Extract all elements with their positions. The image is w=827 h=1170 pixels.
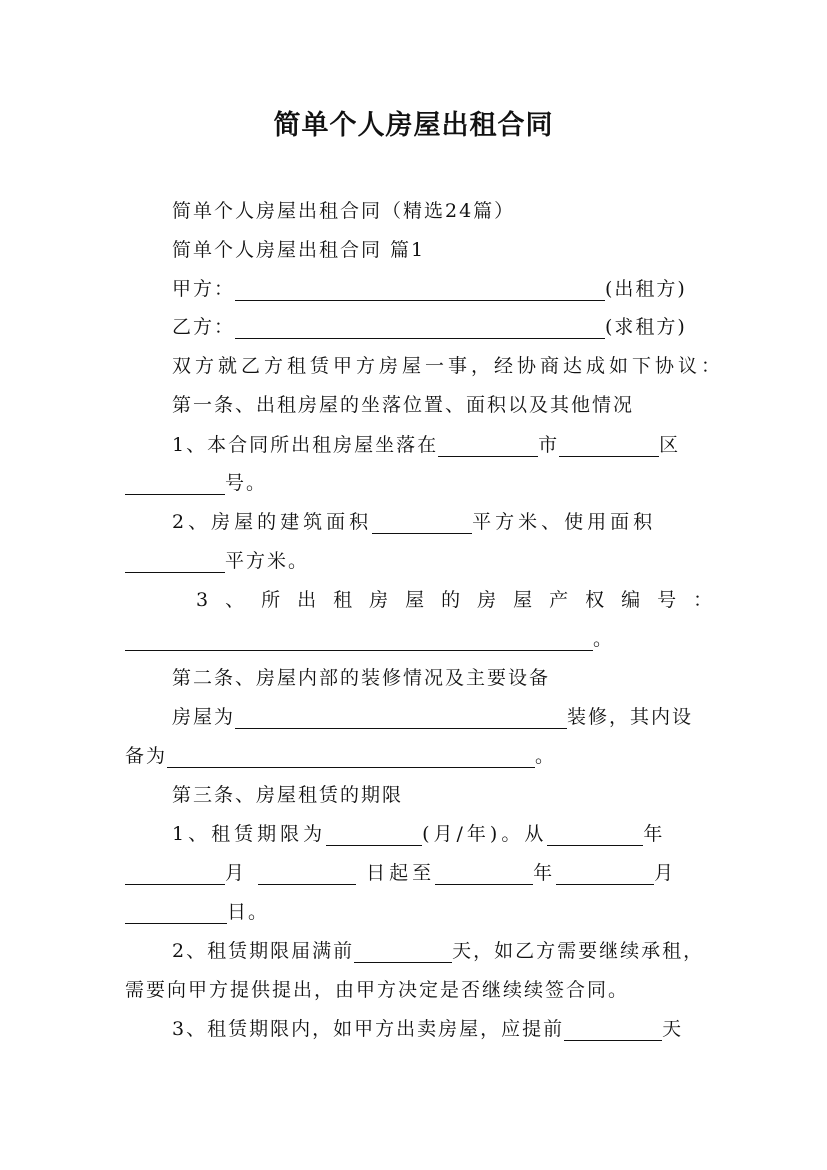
article-1-heading: 第一条、出租房屋的坐落位置、面积以及其他情况: [172, 394, 635, 416]
blank-field: [258, 864, 356, 885]
clause-2-1-cont: 备为 。: [125, 745, 557, 767]
blank-field: [372, 513, 472, 534]
clause-3-3: 3、租赁期限内，如甲方出卖房屋，应提前 天: [172, 1018, 684, 1040]
clause-3-2: 2、租赁期限届满前 天，如乙方需要继续承租，: [172, 940, 705, 962]
blank-field: [559, 436, 659, 457]
blank-field: [435, 864, 533, 885]
article-3-heading: 第三条、房屋租赁的期限: [172, 784, 404, 806]
section-heading: 简单个人房屋出租合同 篇1: [172, 239, 426, 261]
article-2-heading: 第二条、房屋内部的装修情况及主要设备: [172, 667, 551, 689]
blank-field: [326, 825, 422, 846]
blank-field: [564, 1020, 662, 1041]
clause-1-2-cont: 平方米。: [125, 549, 309, 573]
clause-3-1-cont: 月 日起至 年 月: [125, 861, 677, 885]
blank-field: [438, 436, 538, 457]
blank-field: [556, 864, 654, 885]
clause-2-1: 房屋为 装修，其内设: [172, 706, 694, 728]
blank-field: [235, 708, 567, 729]
blank-field: [235, 318, 605, 339]
document-title: 简单个人房屋出租合同: [273, 110, 554, 141]
clause-3-1-end: 日。: [125, 900, 269, 924]
party-b-line: 乙方： (求租方): [172, 316, 687, 338]
clause-1-1: 1、本合同所出租房屋坐落在 市 区: [172, 434, 681, 456]
party-a-line: 甲方： (出租方): [172, 278, 687, 300]
clause-1-3-cont: 。: [125, 627, 614, 651]
subtitle-line: 简单个人房屋出租合同（精选24篇）: [172, 200, 516, 222]
blank-field: [354, 942, 452, 963]
clause-3-2-cont: 需要向甲方提供提出，由甲方决定是否继续续签合同。: [125, 979, 630, 1001]
blank-field: [547, 825, 643, 846]
blank-field: [125, 903, 227, 924]
blank-field: [235, 280, 605, 301]
clause-1-1-cont: 号。: [125, 471, 267, 495]
blank-field: [167, 747, 535, 768]
clause-3-1: 1、租赁期限为 (月/年)。从 年: [172, 823, 667, 845]
blank-field: [125, 864, 225, 885]
blank-field: [125, 552, 225, 573]
blank-field: [125, 630, 593, 651]
clause-1-3: 3、所出租房屋的房屋产权编号：: [196, 589, 730, 611]
agreement-intro: 双方就乙方租赁甲方房屋一事，经协商达成如下协议：: [172, 355, 725, 377]
blank-field: [125, 474, 225, 495]
clause-1-2: 2、房屋的建筑面积 平方米、使用面积: [172, 511, 657, 533]
